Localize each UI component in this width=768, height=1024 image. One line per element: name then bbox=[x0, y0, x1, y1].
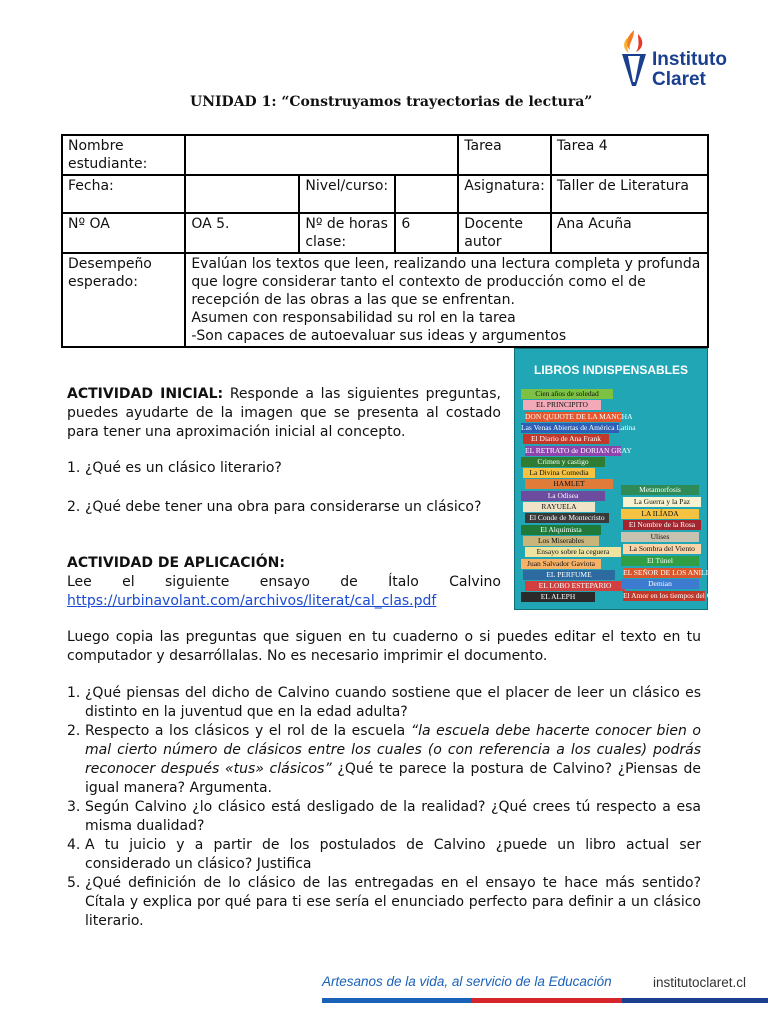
actividad-inicial-text: Responde a las siguientes preguntas, puedes ayudarte de la imagen que se presenta al costado para tener una aproximación inicial al concepto. bbox=[67, 386, 501, 440]
table-row bbox=[62, 135, 708, 175]
book-spine: EL ALEPH bbox=[521, 592, 595, 602]
tarea-label: Tarea bbox=[458, 135, 551, 175]
aplicacion-questions bbox=[67, 684, 701, 931]
inicial-question-2: 2. ¿Qué debe tener una obra para considerarse un clásico? bbox=[67, 499, 482, 515]
oa-value: OA 5. bbox=[185, 213, 299, 253]
docente-value: Ana Acuña bbox=[551, 213, 708, 253]
fecha-field[interactable] bbox=[185, 175, 299, 213]
table-row bbox=[62, 253, 708, 347]
footer-bar-red bbox=[472, 998, 622, 1003]
ensayo-link[interactable]: https://urbinavolant.com/archivos/literat/cal_clas.pdf bbox=[67, 593, 437, 609]
logo-line-1: Instituto bbox=[652, 49, 727, 70]
torch-icon bbox=[614, 26, 654, 90]
table-row bbox=[62, 175, 708, 213]
actividad-inicial bbox=[67, 385, 501, 442]
book-spine: Crimen y castigo bbox=[521, 457, 605, 467]
footer-site: institutoclaret.cl bbox=[653, 975, 747, 990]
asignatura-label: Asignatura: bbox=[458, 175, 551, 213]
nombre-label: Nombre estudiante: bbox=[62, 135, 185, 175]
books-image-title: LIBROS INDISPENSABLES bbox=[533, 363, 689, 377]
oa-label: Nº OA bbox=[62, 213, 185, 253]
book-spine: La Divina Comedia bbox=[523, 468, 595, 478]
actividad-aplicacion bbox=[67, 554, 501, 611]
desempeno-line-2: Asumen con responsabilidad su rol en la tarea bbox=[191, 310, 516, 326]
fecha-label: Fecha: bbox=[62, 175, 185, 213]
nivel-field[interactable] bbox=[395, 175, 458, 213]
book-spine: El Túnel bbox=[621, 556, 699, 566]
desempeno-value bbox=[185, 253, 708, 347]
instructions: Luego copia las preguntas que siguen en tu cuaderno o si puedes editar el texto en tu computador y desarróllalas. No es necesario imprimir el documento. bbox=[67, 629, 701, 664]
actividad-inicial-label: ACTIVIDAD INICIAL: bbox=[67, 386, 224, 402]
asignatura-value: Taller de Literatura bbox=[551, 175, 708, 213]
book-spine: La Sombra del Viento bbox=[623, 544, 701, 554]
table-row bbox=[62, 213, 708, 253]
book-spine: EL LOBO ESTEPARIO bbox=[525, 581, 625, 591]
inicial-question-1: 1. ¿Qué es un clásico literario? bbox=[67, 460, 282, 476]
list-item: 5. ¿Qué definición de lo clásico de las entregadas en el ensayo te hace más sentido? Cítala y explica por qué para ti ese sería el enunciado perfecto para definir a un clásico literario. bbox=[67, 875, 701, 929]
book-spine: El Alquimista bbox=[521, 525, 601, 535]
logo-line-2: Claret bbox=[652, 69, 706, 90]
book-spine: La Odisea bbox=[521, 491, 605, 501]
book-spine: RAYUELA bbox=[523, 502, 595, 512]
list-item: 1. ¿Qué piensas del dicho de Calvino cuando sostiene que el placer de leer un clásico es distinto en la juventud que en la edad adulta? bbox=[67, 685, 701, 720]
book-spine: Cien años de soledad bbox=[521, 389, 613, 399]
book-spine: Las Venas Abiertas de América Latina bbox=[521, 422, 636, 432]
book-spine: El Diario de Ana Frank bbox=[523, 434, 609, 444]
horas-value: 6 bbox=[395, 213, 458, 253]
book-spine: EL PERFUME bbox=[523, 570, 615, 580]
book-spine: La Guerra y la Paz bbox=[623, 497, 701, 507]
books-image bbox=[514, 348, 727, 610]
list-item: 4. A tu juicio y a partir de los postulados de Calvino ¿puede un libro actual ser considerado un clásico? Justifica bbox=[67, 837, 701, 872]
book-spine: LA ILÍADA bbox=[621, 509, 699, 519]
footer-slogan: Artesanos de la vida, al servicio de la Educación bbox=[322, 974, 612, 989]
footer-bar-blue bbox=[322, 998, 472, 1003]
desempeno-line-3: -Son capaces de autoevaluar sus ideas y argumentos bbox=[191, 328, 567, 344]
book-spine: El Nombre de la Rosa bbox=[623, 520, 701, 530]
horas-label: Nº de horas clase: bbox=[299, 213, 395, 253]
unit-title: UNIDAD 1: “Construyamos trayectorias de lectura” bbox=[190, 94, 593, 110]
nivel-label: Nivel/curso: bbox=[299, 175, 395, 213]
book-spine: DON QUIJOTE DE LA MANCHA bbox=[525, 411, 633, 421]
nombre-field[interactable] bbox=[185, 135, 458, 175]
book-spine: EL RETRATO de DORIAN GRAY bbox=[525, 445, 632, 455]
list-item: 3. Según Calvino ¿lo clásico está desligado de la realidad? ¿Qué crees tú respecto a esa misma dualidad? bbox=[67, 799, 701, 834]
actividad-aplicacion-label: ACTIVIDAD DE APLICACIÓN: bbox=[67, 555, 285, 571]
book-spine: El Conde de Montecristo bbox=[525, 513, 609, 523]
actividad-aplicacion-text: Lee el siguiente ensayo de Ítalo Calvino bbox=[67, 574, 501, 590]
info-table bbox=[61, 134, 709, 348]
footer-bar-navy bbox=[622, 998, 768, 1003]
desempeno-line-1: Evalúan los textos que leen, realizando una lectura completa y profunda que logre considerar tanto el contexto de producción como el de recepción de las obras a las que se enfrentan. bbox=[191, 256, 701, 308]
book-spine: El Amor en los tiempos del Cólera bbox=[623, 591, 727, 601]
book-spine: EL SEÑOR DE LOS ANILLOS bbox=[623, 567, 720, 577]
book-spine: EL PRINCIPITO bbox=[523, 400, 601, 410]
book-spine: Ulises bbox=[621, 532, 699, 542]
book-spine: Los Miserables bbox=[523, 536, 599, 546]
book-spine: Demian bbox=[621, 579, 699, 589]
docente-label: Docente autor bbox=[458, 213, 551, 253]
book-spine: Juan Salvador Gaviota bbox=[521, 559, 601, 569]
book-spine: Ensayo sobre la ceguera bbox=[525, 547, 621, 557]
book-spine: HAMLET bbox=[525, 479, 613, 489]
logo-wordmark bbox=[652, 50, 762, 90]
tarea-value: Tarea 4 bbox=[551, 135, 708, 175]
desempeno-label: Desempeño esperado: bbox=[62, 253, 185, 347]
book-spine: Metamorfosis bbox=[621, 485, 699, 495]
list-item: 2. Respecto a los clásicos y el rol de la escuela “la escuela debe hacerte conocer bien o mal cierto número de clásicos entre los cuales (o con referencia a los cuales) podrás reconocer después «tus» clásicos” ¿Qué te parece la postura de Calvino? ¿Piensas de igual manera? Argumenta. bbox=[67, 723, 701, 796]
